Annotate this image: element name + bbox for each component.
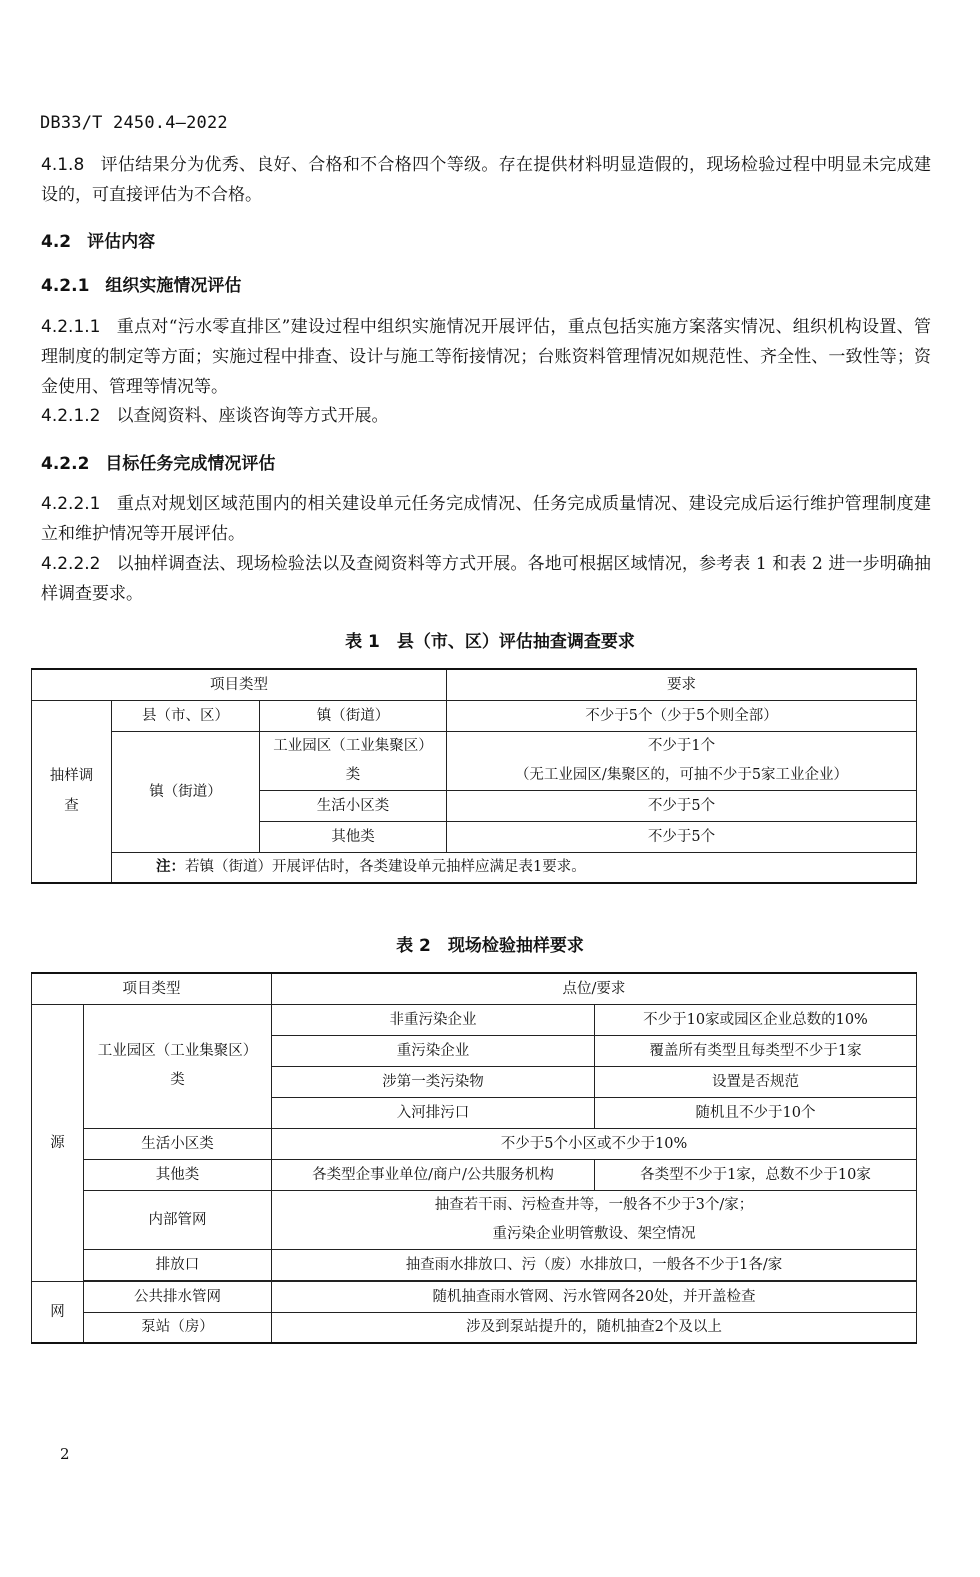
paragraph-4-2-2-1 xyxy=(41,489,931,549)
t2-ind-class1-req: 设置是否规范 xyxy=(595,1066,917,1097)
section-title: 目标任务完成情况评估 xyxy=(105,454,276,474)
t2-pipe-req-line2: 重污染企业明管敷设、架空情况 xyxy=(492,1225,696,1242)
t2-pump-req: 涉及到泵站提升的，随机抽查2个及以上 xyxy=(272,1312,917,1343)
section-number: 4.2.1 xyxy=(41,276,90,296)
t2-pipe-req-line1: 抽查若干雨、污检查井等，一般各不少于3个/家； xyxy=(434,1196,754,1213)
t1-note-label: 注： xyxy=(156,858,185,876)
section-title: 评估内容 xyxy=(87,232,156,252)
clause-number: 4.2.2.2 xyxy=(41,554,101,574)
paragraph-4-1-8 xyxy=(41,150,931,210)
t2-outlet: 排放口 xyxy=(84,1249,272,1280)
clause-text: 以查阅资料、座谈咨询等方式开展。 xyxy=(116,406,389,426)
t2-other-req: 各类型不少于1家，总数不少于10家 xyxy=(595,1159,917,1190)
t2-public-pipe: 公共排水管网 xyxy=(84,1281,272,1312)
t2-outlet-req: 抽查雨水排放口、污（废）水排放口，一般各不少于1各/家 xyxy=(272,1249,917,1280)
t2-other: 其他类 xyxy=(84,1159,272,1190)
paragraph-4-2-2-2 xyxy=(41,549,931,609)
t2-internal-pipe: 内部管网 xyxy=(84,1190,272,1249)
t1-county-sub: 镇（街道） xyxy=(260,700,447,731)
clause-number: 4.2.2.1 xyxy=(41,494,101,514)
t1-town: 镇（街道） xyxy=(112,731,260,852)
section-number: 4.2.2 xyxy=(41,454,90,474)
table2 xyxy=(31,972,917,1344)
section-4-2-1 xyxy=(41,271,241,296)
t2-ind-outfall-req: 随机且不少于10个 xyxy=(595,1097,917,1128)
t2-other-units: 各类型企事业单位/商户/公共服务机构 xyxy=(272,1159,595,1190)
table2-caption: 表 2 现场检验抽样要求 xyxy=(396,936,584,956)
t1-note xyxy=(112,852,917,883)
t1-header-req: 要求 xyxy=(447,669,917,700)
clause-text: 评估结果分为优秀、良好、合格和不合格四个等级。存在提供材料明显造假的，现场检验过程中明显未完成建设的，可直接评估为不合格。 xyxy=(41,155,931,205)
t1-industrial-req-line1: 不少于1个 xyxy=(647,737,716,754)
t2-source: 源 xyxy=(32,1004,84,1281)
t2-network: 网 xyxy=(32,1281,84,1343)
clause-number: 4.2.1.2 xyxy=(41,406,101,426)
t1-residential: 生活小区类 xyxy=(260,790,447,821)
section-title: 组织实施情况评估 xyxy=(105,276,242,296)
paragraph-4-2-1-1 xyxy=(41,312,931,402)
t1-industrial-req-line2: （无工业园区/集聚区的，可抽不少于5家工业企业） xyxy=(514,766,849,783)
t2-industrial: 工业园区（工业集聚区）类 xyxy=(84,1004,272,1128)
paragraph-4-2-1-2 xyxy=(41,401,931,431)
t2-ind-heavy: 重污染企业 xyxy=(272,1035,595,1066)
table1 xyxy=(31,668,917,884)
t1-note-text: 若镇（街道）开展评估时，各类建设单元抽样应满足表1要求。 xyxy=(185,859,586,876)
clause-number: 4.2.1.1 xyxy=(41,317,101,337)
t1-industrial: 工业园区（工业集聚区）类 xyxy=(260,731,447,790)
t1-county-req: 不少于5个（少于5个则全部） xyxy=(447,700,917,731)
t2-residential-req: 不少于5个小区或不少于10% xyxy=(272,1128,917,1159)
t2-public-pipe-req: 随机抽查雨水管网、污水管网各20处，并开盖检查 xyxy=(272,1281,917,1312)
table1-caption: 表 1 县（市、区）评估抽查调查要求 xyxy=(345,632,635,652)
t2-pump: 泵站（房） xyxy=(84,1312,272,1343)
t1-other: 其他类 xyxy=(260,821,447,852)
t2-internal-pipe-req xyxy=(272,1190,917,1249)
standard-code: DB33/T 2450.4—2022 xyxy=(40,113,228,133)
clause-number: 4.1.8 xyxy=(41,155,85,175)
t2-ind-heavy-req: 覆盖所有类型且每类型不少于1家 xyxy=(595,1035,917,1066)
t1-residential-req: 不少于5个 xyxy=(447,790,917,821)
t2-ind-outfall: 入河排污口 xyxy=(272,1097,595,1128)
t1-other-req: 不少于5个 xyxy=(447,821,917,852)
clause-text: 重点对规划区域范围内的相关建设单元任务完成情况、任务完成质量情况、建设完成后运行维护管理制度建立和维护情况等开展评估。 xyxy=(41,494,931,544)
t2-header-type: 项目类型 xyxy=(32,973,272,1004)
t1-header-type: 项目类型 xyxy=(32,669,447,700)
section-number: 4.2 xyxy=(41,232,72,252)
clause-text: 以抽样调查法、现场检验法以及查阅资料等方式开展。各地可根据区域情况，参考表 1 和表 2 进一步明确抽样调查要求。 xyxy=(41,554,931,604)
t2-ind-nonheavy-req: 不少于10家或园区企业总数的10% xyxy=(595,1004,917,1035)
t1-industrial-req xyxy=(447,731,917,790)
t2-header-req: 点位/要求 xyxy=(272,973,917,1004)
t2-ind-nonheavy: 非重污染企业 xyxy=(272,1004,595,1035)
t2-ind-class1: 涉第一类污染物 xyxy=(272,1066,595,1097)
clause-text: 重点对“污水零直排区”建设过程中组织实施情况开展评估，重点包括实施方案落实情况、组织机构设置、管理制度的制定等方面；实施过程中排查、设计与施工等衔接情况；台账资料管理情况如规范性、齐全性、一致性等；资金使用、管理等情况等。 xyxy=(41,317,931,397)
section-4-2-2 xyxy=(41,449,275,474)
t2-residential: 生活小区类 xyxy=(84,1128,272,1159)
section-4-2 xyxy=(41,227,155,252)
t1-sampling-survey: 抽样调查 xyxy=(32,700,112,883)
page-number: 2 xyxy=(60,1445,70,1463)
t1-county: 县（市、区） xyxy=(112,700,260,731)
